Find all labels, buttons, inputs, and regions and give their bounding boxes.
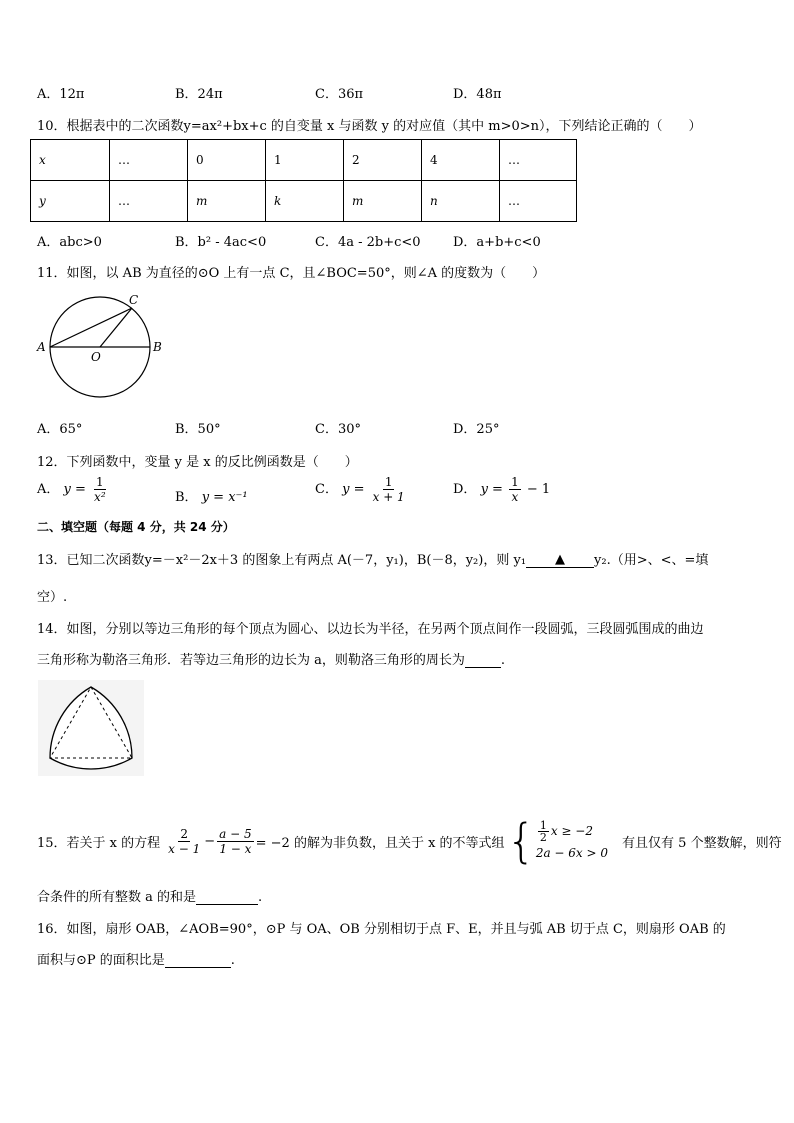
brace-icon: {: [506, 814, 536, 868]
q11-option-a: A．65°: [37, 422, 83, 437]
fraction: [166, 827, 202, 856]
table-cell: k: [266, 181, 344, 222]
q11-circle-figure: [34, 290, 174, 402]
fraction: [538, 820, 549, 843]
inequality-1-tail: x ≥ −2: [550, 823, 593, 838]
label-c: C: [129, 293, 139, 307]
option-prefix: A．: [37, 482, 60, 497]
table-cell: …: [110, 140, 188, 181]
inequality-2: 2a − 6x > 0: [535, 845, 609, 860]
q13-line1: [37, 549, 708, 568]
q16-line1: 16．如图，扇形 OAB，∠AOB=90°，⊙P 与 OA、OB 分别相切于点 F、E，并且与弧 AB 切于点 C，则扇形 OAB 的: [37, 922, 726, 937]
q15-line1: [37, 814, 782, 868]
q10-option-a: A．abc>0: [37, 235, 102, 250]
fraction: [509, 475, 521, 504]
q14-end: .: [500, 653, 506, 668]
numerator: 1: [511, 475, 519, 489]
q13-text-a: 13．已知二次函数y=－x²－2x＋3 的图象上有两点 A(－7，y₁)，B(－8，y₂)，则 y₁: [37, 553, 527, 568]
inequality-1: [536, 820, 608, 843]
denominator: 1 − x: [219, 841, 252, 856]
section-heading: 二、填空题（每题 4 分，共 24 分）: [37, 520, 235, 534]
table-cell: 2: [344, 140, 422, 181]
q14-line2: [37, 649, 505, 668]
q9-option-c: C．36π: [315, 87, 364, 102]
label-a: A: [37, 340, 46, 354]
label-b: B: [153, 340, 162, 354]
q13-answer-blank[interactable]: [526, 552, 594, 568]
denominator: x + 1: [372, 490, 405, 504]
q9-option-a: A．12π: [37, 87, 85, 102]
fraction: [217, 827, 253, 856]
option-prefix: C．: [315, 482, 338, 497]
fraction: [371, 475, 407, 504]
option-lhs: y =: [480, 482, 503, 497]
q15-line2: [37, 886, 262, 905]
q14-text: 三角形称为勒洛三角形．若等边三角形的边长为 a，则勒洛三角形的周长为: [37, 653, 465, 668]
numerator: 2: [180, 826, 188, 841]
q16-end: .: [230, 953, 235, 968]
table-cell: m: [188, 181, 266, 222]
table-row: [31, 140, 577, 181]
q12-option-b: [175, 486, 248, 505]
q15-eq: = −2 的解为非负数，且关于 x 的不等式组: [255, 835, 505, 851]
numerator: 1: [539, 818, 547, 832]
q13-line2: 空）.: [37, 590, 68, 605]
inequality-system: [536, 820, 608, 863]
label-o: O: [91, 350, 101, 364]
table-cell: x: [31, 140, 110, 181]
q10-option-c: C．4a - 2b+c<0: [315, 235, 421, 250]
table-cell: …: [500, 140, 577, 181]
option-prefix: B．: [175, 490, 198, 505]
q11-option-c: C．30°: [315, 422, 361, 437]
table-cell: …: [110, 181, 188, 222]
table-cell: n: [422, 181, 500, 222]
table-cell: 1: [266, 140, 344, 181]
option-expr: y = x⁻¹: [201, 490, 248, 505]
denominator: x: [511, 490, 519, 504]
q12-option-d: [453, 475, 550, 504]
triangle-marker-icon: ▲: [555, 552, 566, 567]
q9-option-d: D．48π: [453, 87, 502, 102]
option-prefix: D．: [453, 482, 477, 497]
table-cell: m: [344, 181, 422, 222]
numerator: a − 5: [219, 826, 252, 841]
reuleaux-triangle-figure: [38, 680, 144, 776]
q10-option-d: D．a+b+c<0: [453, 235, 541, 250]
q12-stem: 12．下列函数中，变量 y 是 x 的反比例函数是（ ）: [37, 455, 358, 470]
q12-option-c: [315, 475, 409, 504]
q15-prefix: 15．若关于 x 的方程: [37, 835, 161, 851]
q10-option-b: B．b² - 4ac<0: [175, 235, 267, 250]
denominator: 2: [539, 830, 547, 844]
q12-option-a: [37, 475, 110, 504]
option-lhs: y =: [63, 482, 86, 497]
q11-option-d: D．25°: [453, 422, 500, 437]
q10-stem: 10．根据表中的二次函数y=ax²+bx+c 的自变量 x 与函数 y 的对应值（其中 m>0>n），下列结论正确的（ ）: [37, 119, 702, 134]
q11-option-b: B．50°: [175, 422, 221, 437]
minus-sign: −: [204, 833, 216, 849]
table-cell: 0: [188, 140, 266, 181]
q13-text-b: y₂.（用>、<、=填: [594, 553, 709, 568]
table-row: [31, 181, 577, 222]
q9-option-b: B．24π: [175, 87, 223, 102]
q11-stem: 11．如图，以 AB 为直径的⊙O 上有一点 C，且∠BOC=50°，则∠A 的度数为（ ）: [37, 266, 546, 281]
q14-line1: 14．如图，分别以等边三角形的每个顶点为圆心、以边长为半径，在另两个顶点间作一段圆弧，三段圆弧围成的曲边: [37, 622, 704, 637]
q15-suffix: 有且仅有 5 个整数解，则符: [622, 835, 782, 851]
q16-text: 面积与⊙P 的面积比是: [37, 953, 165, 968]
table-cell: …: [500, 181, 577, 222]
q10-value-table: [30, 139, 577, 222]
fraction: [92, 475, 108, 504]
option-tail: − 1: [526, 482, 551, 497]
table-cell: 4: [422, 140, 500, 181]
numerator: 1: [384, 475, 393, 489]
q16-answer-blank[interactable]: [165, 967, 231, 968]
option-lhs: y =: [342, 482, 365, 497]
q14-answer-blank[interactable]: [465, 667, 501, 668]
denominator: x − 1: [168, 841, 201, 856]
q15-text: 合条件的所有整数 a 的和是: [37, 890, 197, 905]
numerator: 1: [96, 475, 104, 489]
table-cell: y: [31, 181, 110, 222]
q15-end: .: [258, 890, 263, 905]
q16-line2: [37, 949, 235, 968]
q15-answer-blank[interactable]: [196, 904, 258, 905]
radius-oc: [100, 308, 132, 347]
denominator: x²: [94, 490, 106, 504]
